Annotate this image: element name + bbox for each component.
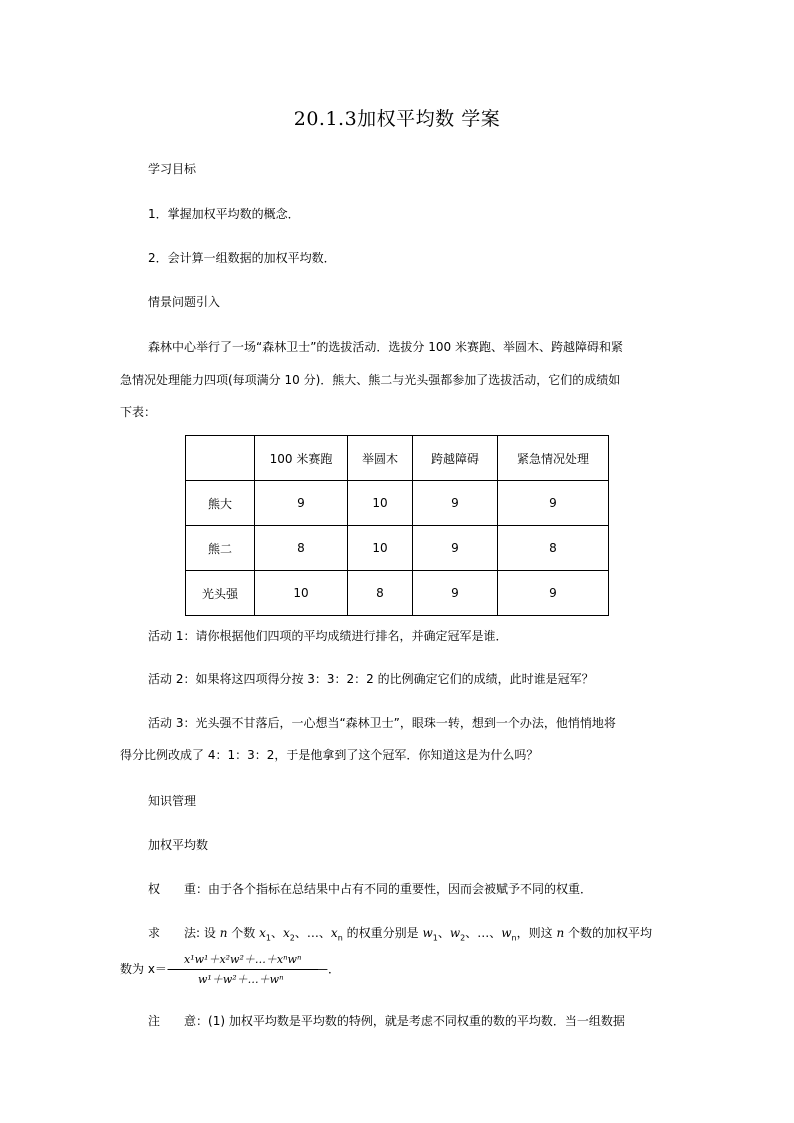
- var-x: x: [330, 926, 338, 940]
- separator: 、: [294, 926, 307, 940]
- intro-heading: 情景问题引入: [148, 295, 221, 309]
- table-header-cell: 举圆木: [348, 436, 413, 481]
- goal-2: 2．会计算一组数据的加权平均数．: [148, 251, 336, 265]
- formula-denominator: w¹＋w²＋…＋wⁿ: [198, 973, 284, 986]
- scores-table: [185, 435, 609, 616]
- separator: 、: [465, 926, 478, 940]
- activity-3-line-1: 活动 3：光头强不甘落后，一心想当“森林卫士”，眼珠一转，想到一个办法，他悄悄地将: [148, 716, 616, 730]
- weight-text: 由于各个指标在总结果中占有不同的重要性，因而会被赋予不同的权重．: [208, 882, 593, 896]
- method-text: ，则这: [516, 926, 553, 940]
- separator: 、: [489, 926, 502, 940]
- table-cell: 9: [498, 481, 609, 526]
- table-cell: 9: [413, 526, 498, 571]
- table-cell: 光头强: [186, 571, 255, 616]
- subscript: 1: [432, 933, 438, 943]
- table-cell: 10: [348, 481, 413, 526]
- table-cell: 熊大: [186, 481, 255, 526]
- table-cell: 9: [255, 481, 348, 526]
- table-header-row: [186, 436, 609, 481]
- method-line: [148, 924, 652, 942]
- formula-suffix: —．: [316, 962, 341, 976]
- table-cell: 9: [498, 571, 609, 616]
- ellipsis: …: [306, 926, 319, 940]
- subscript: n: [337, 933, 343, 943]
- table-header-cell: 100 米赛跑: [255, 436, 348, 481]
- page-title: 20.1.3加权平均数 学案: [293, 108, 501, 130]
- var-w: w: [501, 926, 512, 940]
- table-row: [186, 481, 609, 526]
- formula-prefix: 数为 x＝—: [120, 962, 179, 976]
- var-x: x: [283, 926, 290, 940]
- learning-goals-heading: 学习目标: [148, 162, 197, 176]
- table-header-cell: [186, 436, 255, 481]
- weight-label: 权 重：: [148, 882, 209, 896]
- method-text: 个数的加权平均: [568, 926, 653, 940]
- table-cell: 熊二: [186, 526, 255, 571]
- method-text: 设: [203, 926, 216, 940]
- table-cell: 8: [348, 571, 413, 616]
- table-cell: 9: [413, 481, 498, 526]
- table-cell: 9: [413, 571, 498, 616]
- separator: 、: [271, 926, 284, 940]
- method-label: 求 法:: [148, 926, 201, 940]
- table-header-cell: 跨越障碍: [413, 436, 498, 481]
- note-text: (1) 加权平均数是平均数的特例，就是考虑不同权重的数的平均数．当一组数据: [208, 1014, 625, 1028]
- fraction-bar: [168, 969, 318, 970]
- weight-definition: [148, 880, 592, 897]
- intro-line-2: 急情况处理能力四项(每项满分 10 分)．熊大、熊二与光头强都参加了选拔活动，它们的成绩如: [120, 373, 621, 387]
- activity-3-line-2: 得分比例改成了 4：1：3：2，于是他拿到了这个冠军．你知道这是为什么吗？: [120, 748, 539, 762]
- subscript: n: [511, 933, 517, 943]
- method-text: 个数: [231, 926, 256, 940]
- var-x: x: [259, 926, 266, 940]
- subscript: 1: [265, 933, 271, 943]
- table-cell: 10: [255, 571, 348, 616]
- formula-numerator: x¹w¹＋x²w²＋…＋xⁿwⁿ: [184, 953, 302, 966]
- separator: 、: [318, 926, 331, 940]
- var-n: n: [219, 926, 228, 940]
- weighted-mean-heading: 加权平均数: [148, 838, 209, 852]
- table-header-cell: 紧急情况处理: [498, 436, 609, 481]
- table-cell: 8: [255, 526, 348, 571]
- table-cell: 8: [498, 526, 609, 571]
- activity-2: 活动 2：如果将这四项得分按 3：3：2：2 的比例确定它们的成绩，此时谁是冠军？: [148, 672, 594, 686]
- var-n: n: [556, 926, 565, 940]
- note-label: 注 意：: [148, 1014, 209, 1028]
- goal-1: 1．掌握加权平均数的概念．: [148, 207, 300, 221]
- subscript: 2: [289, 933, 295, 943]
- intro-line-3: 下表：: [120, 405, 157, 419]
- table-row: [186, 526, 609, 571]
- intro-line-1: 森林中心举行了一场“森林卫士”的选拔活动．选拔分 100 米赛跑、举圆木、跨越障碍和紧: [148, 340, 623, 354]
- subscript: 2: [460, 933, 466, 943]
- knowledge-heading: 知识管理: [148, 794, 197, 808]
- method-text: 的权重分别是: [346, 926, 419, 940]
- var-w: w: [449, 926, 461, 940]
- separator: 、: [437, 926, 450, 940]
- var-w: w: [422, 926, 433, 940]
- ellipsis: …: [477, 926, 490, 940]
- table-cell: 10: [348, 526, 413, 571]
- table-row: [186, 571, 609, 616]
- activity-1: 活动 1：请你根据他们四项的平均成绩进行排名，并确定冠军是谁．: [148, 629, 508, 643]
- note-line: [148, 1012, 625, 1029]
